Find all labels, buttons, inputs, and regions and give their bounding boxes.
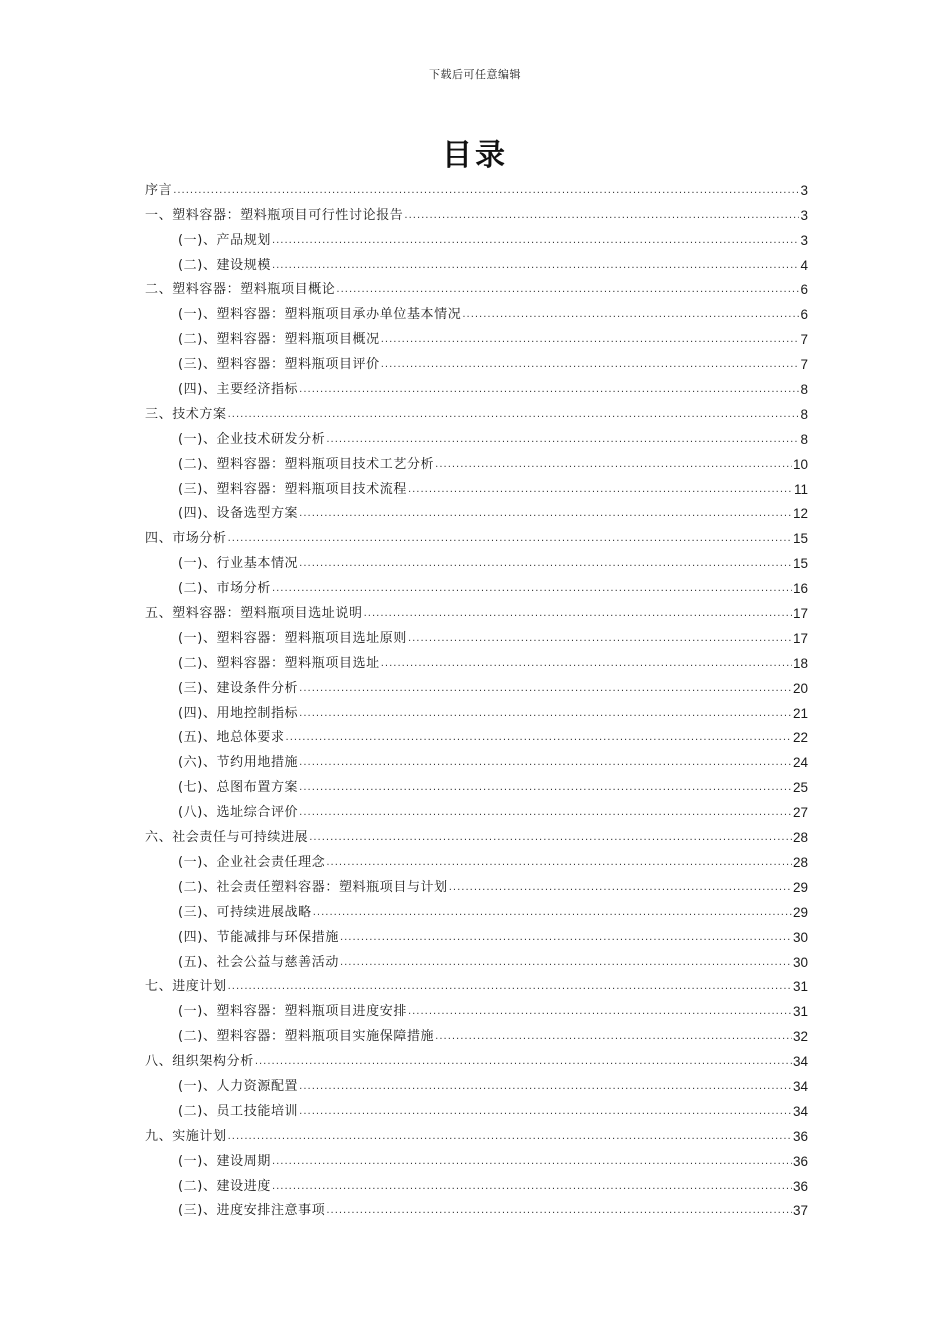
toc-entry-title: (二)、塑料容器：塑料瓶项目选址 [178,655,380,671]
toc-page-number: 25 [792,780,808,796]
toc-entry-title: 四、市场分析 [145,531,227,547]
toc-entry-title: (一)、人力资源配置 [178,1078,299,1094]
toc-entry[interactable] [145,1046,808,1071]
toc-entry[interactable] [145,449,808,474]
toc-page-number: 4 [800,257,808,273]
dot-leader [228,530,792,548]
toc-entry[interactable] [145,772,808,797]
toc-entry-title: (一)、行业基本情况 [178,556,299,572]
dot-leader [408,630,792,648]
dot-leader [299,779,792,797]
toc-page-number: 36 [792,1178,808,1194]
toc-entry-title: (五)、社会公益与慈善活动 [178,954,339,970]
toc-title: 目录 [442,138,508,173]
toc-entry-title: 三、技术方案 [145,406,227,422]
toc-entry-title: (二)、员工技能培训 [178,1103,299,1119]
dot-leader [299,804,792,822]
toc-page-number: 31 [792,979,808,995]
toc-entry-title: (二)、市场分析 [178,581,271,597]
toc-entry[interactable] [145,399,808,424]
toc-entry[interactable] [145,299,808,324]
toc-entry-title: 六、社会责任与可持续进展 [145,830,309,846]
toc-page-number: 36 [792,1128,808,1144]
dot-leader [272,580,792,598]
toc-entry[interactable] [145,573,808,598]
toc-entry-title: (四)、节能减排与环保措施 [178,929,339,945]
dot-leader [404,207,799,225]
toc-entry-title: (三)、塑料容器：塑料瓶项目技术流程 [178,481,407,497]
dot-leader [173,182,799,200]
toc-entry-title: 二、塑料容器：塑料瓶项目概论 [145,282,336,298]
dot-leader [408,481,793,499]
toc-entry-title: 七、进度计划 [145,979,227,995]
dot-leader [299,705,792,723]
dot-leader [228,978,792,996]
toc-entry[interactable] [145,1021,808,1046]
page-header: 下载后可任意编辑 [429,68,521,81]
dot-leader [326,1202,792,1220]
dot-leader [381,655,792,673]
toc-entry[interactable] [145,698,808,723]
toc-entry-title: (三)、进度安排注意事项 [178,1203,326,1219]
toc-entry[interactable] [145,922,808,947]
dot-leader [309,829,792,847]
toc-entry[interactable] [145,598,808,623]
toc-entry-title: 五、塑料容器：塑料瓶项目选址说明 [145,606,363,622]
dot-leader [286,729,792,747]
toc-page-number: 15 [792,556,808,572]
toc-entry[interactable] [145,424,808,449]
toc-entry-title: (二)、塑料容器：塑料瓶项目实施保障措施 [178,1029,435,1045]
toc-entry-title: 八、组织架构分析 [145,1054,254,1070]
toc-entry-title: (八)、选址综合评价 [178,805,299,821]
toc-entry-title: (一)、建设周期 [178,1153,271,1169]
dot-leader [435,1028,792,1046]
toc-entry[interactable] [145,996,808,1021]
toc-page-number: 37 [792,1203,808,1219]
toc-entry-title: (二)、社会责任塑料容器：塑料瓶项目与计划 [178,879,448,895]
toc-page-number: 29 [792,904,808,920]
toc-entry-title: (一)、塑料容器：塑料瓶项目选址原则 [178,630,407,646]
toc-entry[interactable] [145,1146,808,1171]
dot-leader [272,257,800,275]
dot-leader [272,1178,792,1196]
dot-leader [299,754,792,772]
dot-leader [462,306,799,324]
dot-leader [299,381,799,399]
toc-entry[interactable] [145,175,808,200]
toc-page-number: 34 [792,1103,808,1119]
toc-entry[interactable] [145,947,808,972]
toc-page-number: 28 [792,830,808,846]
toc-entry[interactable] [145,225,808,250]
toc-page-number: 8 [800,431,808,447]
toc-entry[interactable] [145,374,808,399]
toc-entry[interactable] [145,349,808,374]
toc-entry[interactable] [145,1171,808,1196]
toc-page-number: 34 [792,1078,808,1094]
toc-page-number: 12 [792,506,808,522]
toc-entry[interactable] [145,324,808,349]
toc-page-number: 30 [792,929,808,945]
toc-entry-title: (一)、塑料容器：塑料瓶项目承办单位基本情况 [178,307,462,323]
toc-entry-title: (二)、建设进度 [178,1178,271,1194]
dot-leader [408,1003,792,1021]
table-of-contents [145,175,808,1220]
dot-leader [255,1053,792,1071]
toc-page-number: 7 [800,357,808,373]
toc-page-number: 10 [792,456,808,472]
toc-page-number: 11 [793,481,808,497]
toc-entry[interactable] [145,623,808,648]
toc-entry[interactable] [145,1096,808,1121]
toc-entry[interactable] [145,648,808,673]
dot-leader [326,854,792,872]
toc-entry-title: (二)、塑料容器：塑料瓶项目概况 [178,332,380,348]
toc-page-number: 34 [792,1054,808,1070]
toc-page-number: 8 [800,382,808,398]
toc-page-number: 17 [792,630,808,646]
toc-entry-title: (一)、产品规划 [178,232,271,248]
toc-entry[interactable] [145,723,808,748]
toc-entry[interactable] [145,673,808,698]
toc-page-number: 24 [792,755,808,771]
toc-page-number: 21 [792,705,808,721]
toc-entry-title: (一)、企业技术研发分析 [178,431,326,447]
toc-entry-title: (三)、塑料容器：塑料瓶项目评价 [178,357,380,373]
toc-entry[interactable] [145,797,808,822]
toc-entry-title: 九、实施计划 [145,1128,227,1144]
dot-leader [299,1103,792,1121]
toc-entry-title: (三)、建设条件分析 [178,680,299,696]
toc-page-number: 7 [800,332,808,348]
toc-entry[interactable] [145,1196,808,1221]
toc-page-number: 30 [792,954,808,970]
dot-leader [299,555,792,573]
toc-page-number: 6 [800,307,808,323]
dot-leader [299,680,792,698]
dot-leader [381,331,800,349]
dot-leader [364,605,792,623]
dot-leader [299,1078,792,1096]
toc-page-number: 3 [800,182,808,198]
toc-entry-title: (四)、主要经济指标 [178,382,299,398]
dot-leader [326,431,799,449]
dot-leader [272,232,800,250]
toc-entry[interactable] [145,250,808,275]
dot-leader [228,1128,792,1146]
toc-entry[interactable] [145,1121,808,1146]
dot-leader [228,406,800,424]
dot-leader [272,1153,792,1171]
dot-leader [381,356,800,374]
dot-leader [299,505,792,523]
toc-page-number: 6 [800,282,808,298]
toc-page-number: 3 [800,232,808,248]
toc-page-number: 32 [792,1029,808,1045]
toc-entry-title: (二)、塑料容器：塑料瓶项目技术工艺分析 [178,456,435,472]
toc-page-number: 17 [792,606,808,622]
toc-entry[interactable] [145,897,808,922]
toc-page-number: 29 [792,879,808,895]
toc-entry[interactable] [145,972,808,997]
dot-leader [449,879,792,897]
dot-leader [336,281,799,299]
toc-entry-title: 一、塑料容器：塑料瓶项目可行性讨论报告 [145,207,404,223]
dot-leader [340,954,792,972]
toc-page-number: 15 [792,531,808,547]
toc-entry-title: (二)、建设规模 [178,257,271,273]
toc-entry-title: (一)、企业社会责任理念 [178,854,326,870]
toc-entry-title: (四)、设备选型方案 [178,506,299,522]
toc-page-number: 8 [800,406,808,422]
toc-entry-title: (三)、可持续进展战略 [178,904,312,920]
toc-entry[interactable] [145,499,808,524]
toc-entry[interactable] [145,847,808,872]
toc-entry[interactable] [145,747,808,772]
toc-entry-title: 序言 [145,182,173,198]
toc-entry[interactable] [145,275,808,300]
toc-page-number: 28 [792,854,808,870]
toc-entry-title: (七)、总图布置方案 [178,780,299,796]
toc-entry[interactable] [145,822,808,847]
toc-entry-title: (一)、塑料容器：塑料瓶项目进度安排 [178,1004,407,1020]
toc-page-number: 31 [792,1004,808,1020]
toc-page-number: 3 [800,207,808,223]
toc-entry[interactable] [145,523,808,548]
dot-leader [435,456,792,474]
toc-page-number: 16 [792,581,808,597]
toc-entry[interactable] [145,872,808,897]
toc-entry[interactable] [145,474,808,499]
toc-page-number: 36 [792,1153,808,1169]
toc-page-number: 27 [792,805,808,821]
toc-entry[interactable] [145,200,808,225]
toc-entry[interactable] [145,1071,808,1096]
toc-entry-title: (四)、用地控制指标 [178,705,299,721]
toc-page-number: 18 [792,655,808,671]
toc-page-number: 22 [792,730,808,746]
dot-leader [313,904,792,922]
toc-entry[interactable] [145,548,808,573]
toc-entry-title: (五)、地总体要求 [178,730,285,746]
dot-leader [340,929,792,947]
toc-entry-title: (六)、节约用地措施 [178,755,299,771]
toc-page-number: 20 [792,680,808,696]
